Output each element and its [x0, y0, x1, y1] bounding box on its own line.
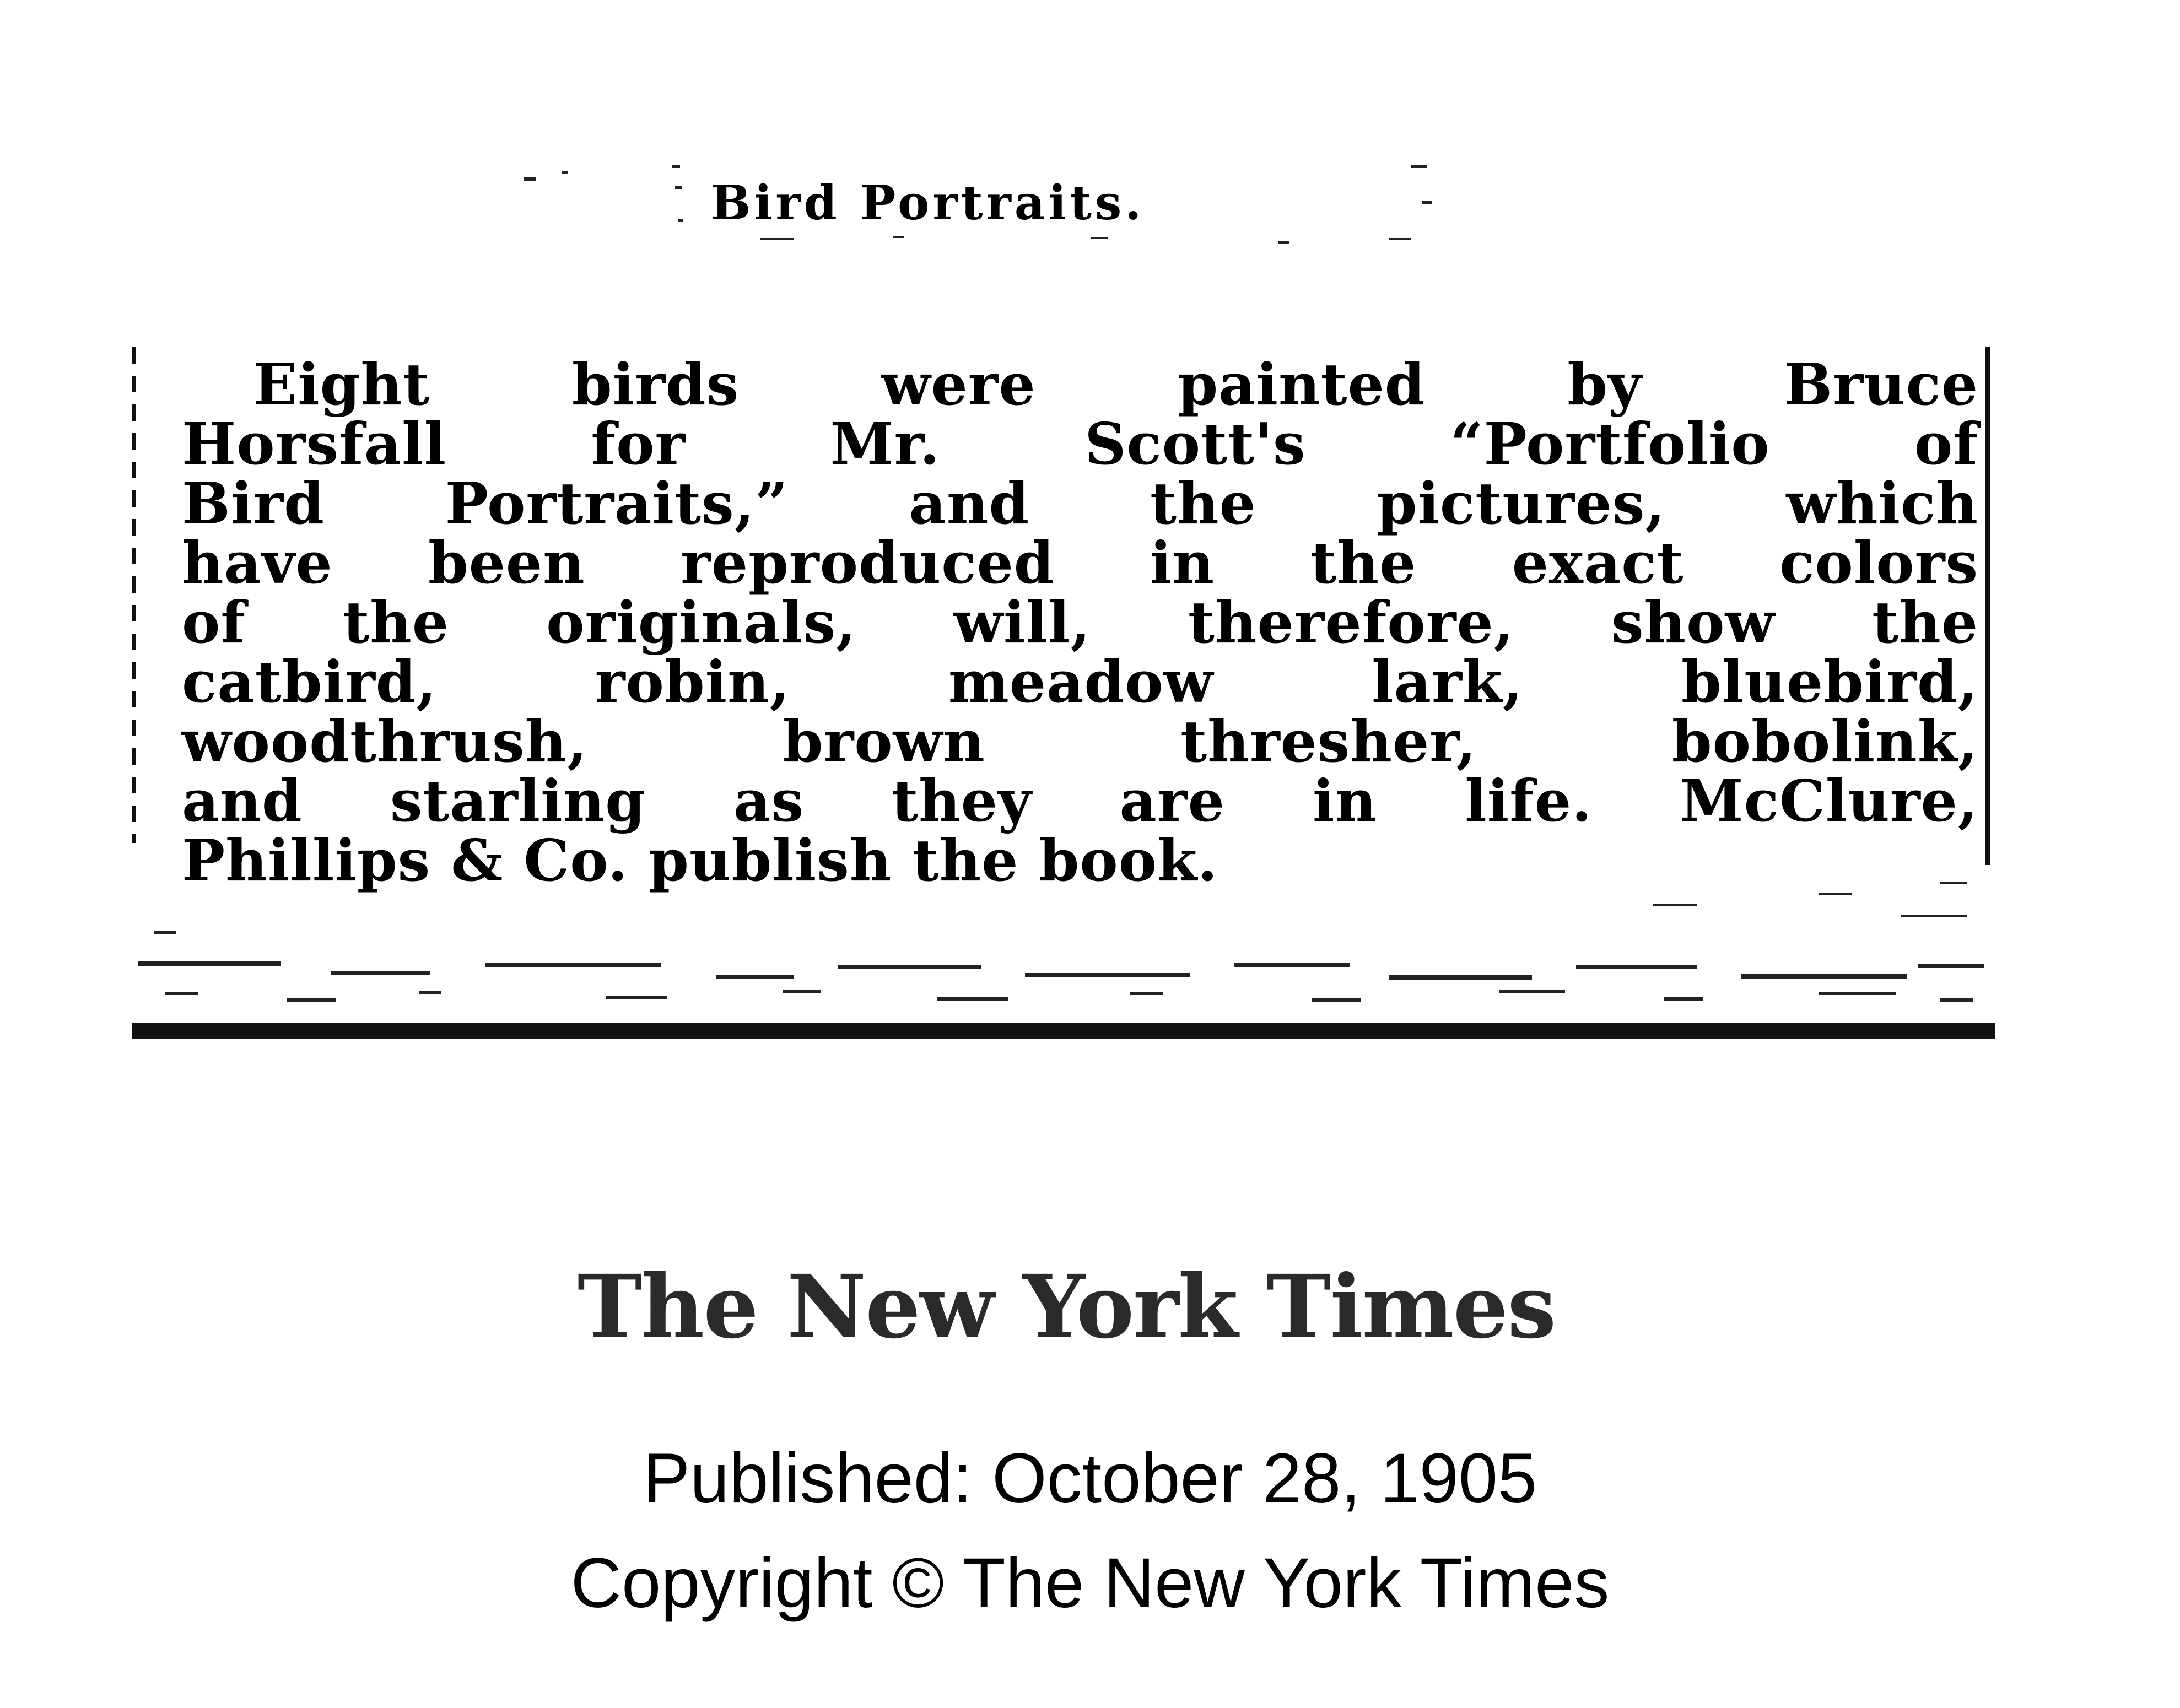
article-line: and starling as they are in life. McClure, — [182, 767, 1978, 835]
article-line: Phillips & Co. publish the book. — [182, 826, 1218, 894]
article-line: Horsfall for Mr. Scott's “Portfolio of — [182, 410, 1978, 478]
article-line: woodthrush, brown thresher, bobolink, — [182, 707, 1978, 775]
right-column-rule — [1985, 347, 1990, 865]
newspaper-masthead-logo: The New York Times — [577, 1256, 1556, 1358]
bottom-column-rule — [132, 1023, 1995, 1039]
article-line: have been reproduced in the exact colors — [182, 529, 1978, 597]
article-frame — [132, 347, 1995, 1047]
publication-date: Published: October 28, 1905 — [643, 1439, 1537, 1518]
article-body — [182, 350, 1978, 894]
copyright-notice: Copyright © The New York Times — [570, 1544, 1610, 1623]
article-line: Bird Portraits,” and the pictures, which — [182, 469, 1978, 537]
article-headline: Bird Portraits. — [711, 175, 1145, 231]
left-column-rule — [132, 347, 136, 843]
article-line: catbird, robin, meadow lark, bluebird, — [182, 648, 1978, 716]
article-line: Eight birds were painted by Bruce — [253, 350, 1978, 418]
article-line: of the originals, will, therefore, show the — [182, 588, 1978, 656]
